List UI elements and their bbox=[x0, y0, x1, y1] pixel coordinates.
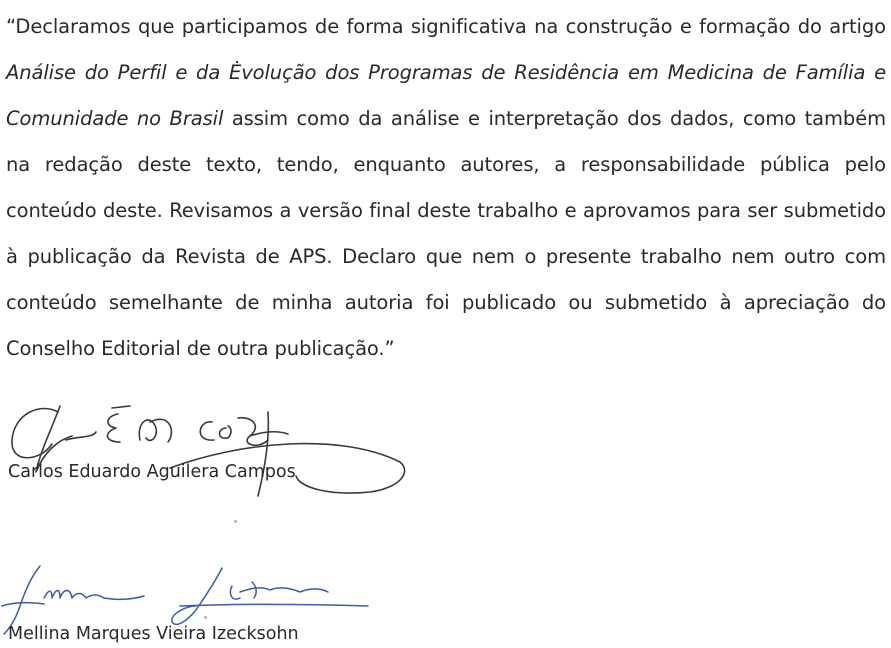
signer-name-1: Carlos Eduardo Aguilera Campos bbox=[8, 462, 296, 482]
signer-name-2: Mellina Marques Vieira Izecksohn bbox=[8, 624, 299, 644]
paper-speck bbox=[204, 616, 207, 619]
declaration-intro: “Declaramos que participamos de forma significativa na construção e formação do artigo bbox=[6, 15, 886, 38]
article-title: Análise do Perfil e da Ėvolução dos Programas de Residência em Medicina de Família e Comunidade no Brasil bbox=[6, 61, 886, 130]
handwritten-signature-1 bbox=[0, 392, 420, 522]
paper-speck bbox=[234, 520, 237, 523]
declaration-text bbox=[6, 4, 886, 372]
declaration-body: assim como da análise e interpretação dos dados, como também na redação deste texto, tendo, enquanto autores, a responsabilidade pública pelo conteúdo deste. Revisamos a versão final deste trabalho e aprovamos para ser submetido à publicação da Revista de APS. Declaro que nem o presente trabalho nem outro com conteúdo semelhante de minha autoria foi publicado ou submetido à apreciação do Conselho Editorial de outra publicação.” bbox=[6, 107, 886, 360]
